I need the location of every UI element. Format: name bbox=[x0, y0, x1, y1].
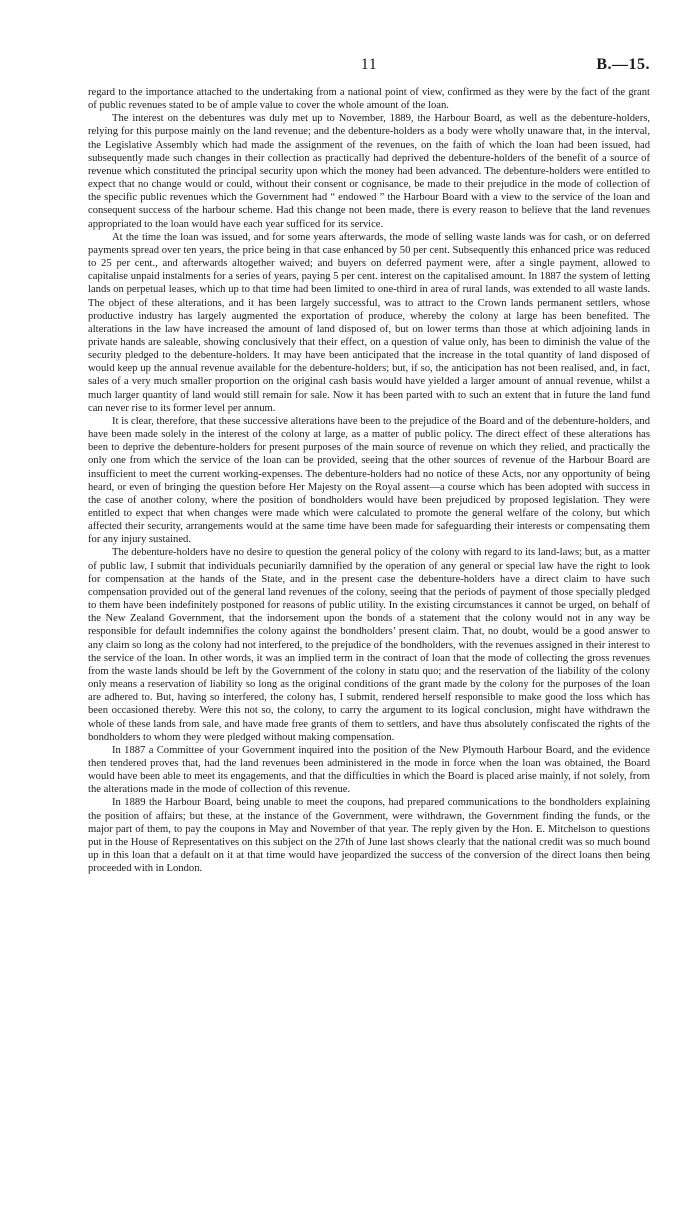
paragraph-committee-1887: In 1887 a Committee of your Government inquired into the position of the New Plymouth Harbour Board, and the evidence then tendered proves that, had the land revenues been administered in the mode in force when the loan was obtained, the Board would have been able to meet its engagements, and that the difficulties in which the Board is placed arise mainly, if not solely, from the alterations made in the mode of collection of this revenue. bbox=[88, 744, 650, 796]
paragraph-waste-lands: At the time the loan was issued, and for some years afterwards, the mode of selling waste lands was for cash, or on deferred payments spread over ten years, the price being in that case enhanced by 50 per cent. Subsequently this enhanced price was reduced to 25 per cent., and afterwards altogether waived; and buyers on deferred payment were, after a single payment, allowed to capitalise unpaid instalments for a series of years, paying 5 per cent. interest on the capitalised amount. In 1887 the system of letting lands on perpetual leases, which up to that time had been limited to one-third in area of rural lands, was extended to all waste lands. The object of these alterations, and it has been largely successful, was to attract to the Crown lands permanent settlers, whose productive industry has largely augmented the exportation of produce, whereby the colony at large has been benefited. The alterations in the law have increased the amount of land disposed of, but on lower terms than those at which adjoining lands in private hands are saleable, showing conclusively that their effect, on a question of value only, has been to diminish the value of the security pledged to the debenture-holders. It may have been anticipated that the increase in the total quantity of land disposed of would keep up the annual revenue available for the debenture-holders; but, if so, the anticipation has not been realised, and, in fact, sales of a very much smaller proportion on the original cash basis would have yielded a larger amount of annual revenue, whilst a much larger quantity of land would still remain for sale. Now it has been parted with to such an extent that in future the land fund can never rise to its former level per annum. bbox=[88, 231, 650, 414]
paragraph-successive-alterations: It is clear, therefore, that these successive alterations have been to the prejudice of the Board and of the debenture-holders, and have been made solely in the interest of the colony at large, as a matter of public policy. The direct effect of these alterations has been to deprive the debenture-holders for present purposes of the main source of revenue on which they relied, and practically the only one from which the service of the loan can be provided, seeing that the other sources of revenue of the Harbour Board are insufficient to meet the current working-expenses. The debenture-holders had no notice of these Acts, nor any opportunity of being heard, or even of bringing the question before Her Majesty on the Royal assent—a course which has been adopted with success in the case of another colony, where the position of bondholders would have been prejudiced by proposed legislation. They were entitled to expect that when changes were made which were calculated to promote the general welfare of the colony, but which affected their security, arrangements would at the same time have been made for safeguarding their interests or compensating them for any injury sustained. bbox=[88, 415, 650, 546]
paragraph-coupons-1889: In 1889 the Harbour Board, being unable to meet the coupons, had prepared communications to the bondholders explaining the position of affairs; but these, at the instance of the Government, were withdrawn, the Government finding the funds, or the major part of them, to pay the coupons in May and November of that year. The reply given by the Hon. E. Mitchelson to questions put in the House of Representatives on this subject on the 27th of June last shows clearly that the national credit was so much bound up in this loan that a default on it at that time would have jeopardized the success of the conversion of the direct loans then being proceeded with in London. bbox=[88, 797, 650, 875]
page-number: 11 bbox=[360, 56, 378, 73]
page-header bbox=[88, 56, 650, 80]
paragraph-continuation: regard to the importance attached to the undertaking from a national point of view, confirmed as they were by the fact of the grant of public revenues stated to be of ample value to cover the whole amount of the loan. bbox=[88, 87, 650, 112]
document-reference: B.—15. bbox=[596, 56, 650, 73]
paragraph-interest-debentures: The interest on the debentures was duly met up to November, 1889, the Harbour Board, as well as the debenture-holders, relying for this purpose mainly on the land revenue; and the debenture-holders as a body were wholly unaware that, in the interval, the Legislative Assembly which had made the assignment of the revenues, on the faith of which the loan had been issued, had subsequently made such changes in their collection as practically had deprived the debenture-holders of the benefit of a source of revenue which constituted the principal security upon which the money had been advanced. The debenture-holders were entitled to expect that no change would or could, without their consent or cognisance, be made to their prejudice in the mode of collection of the specific public revenues which the Government had “ endowed ” the Harbour Board with a view to the service of the loan and consequent success of the harbour scheme. Had this change not been made, there is every reason to believe that the land revenues appropriated to the loan would have each year sufficed for its service. bbox=[88, 113, 650, 230]
paragraph-public-law: The debenture-holders have no desire to question the general policy of the colony with regard to its land-laws; but, as a matter of public law, I submit that individuals pecuniarily damnified by the operation of any general or special law have the right to look for compensation at the hands of the State, and in the present case the debenture-holders have a direct claim to have such compensation provided out of the general land revenues of the colony, seeing that the periods of payment of those specially pledged to them have been indefinitely postponed for reasons of public utility. In the existing circumstances it cannot be urged, on behalf of the New Zealand Government, that the indorsement upon the bonds of a statement that the colony would not in any way be responsible for default indemnifies the colony against the bondholders’ present claim. That, no doubt, would be a good answer to any claim so long as the colony had not interfered, to the prejudice of the bondholders, with the revenues assigned in their interest to the service of the loan. In other words, it was an implied term in the contract of loan that the mode of collecting the gross revenues from the waste lands should be left by the Government of the colony in statu quo; and the reservation of the liability of the colony only means a reservation of liability so long as the original conditions of the grant made by the colony for the purposes of the loan are adhered to. But, having so interfered, the colony has, I submit, rendered herself responsible to make good the loss which has been occasioned thereby. Were this not so, the colony, to carry the argument to its logical conclusion, might have withdrawn the whole of these lands from sale, and have made free grants of them to settlers, and have thus absolutely confiscated the rights of the bondholders to whom they were pledged without making compensation. bbox=[88, 547, 650, 743]
body-text bbox=[88, 86, 650, 875]
